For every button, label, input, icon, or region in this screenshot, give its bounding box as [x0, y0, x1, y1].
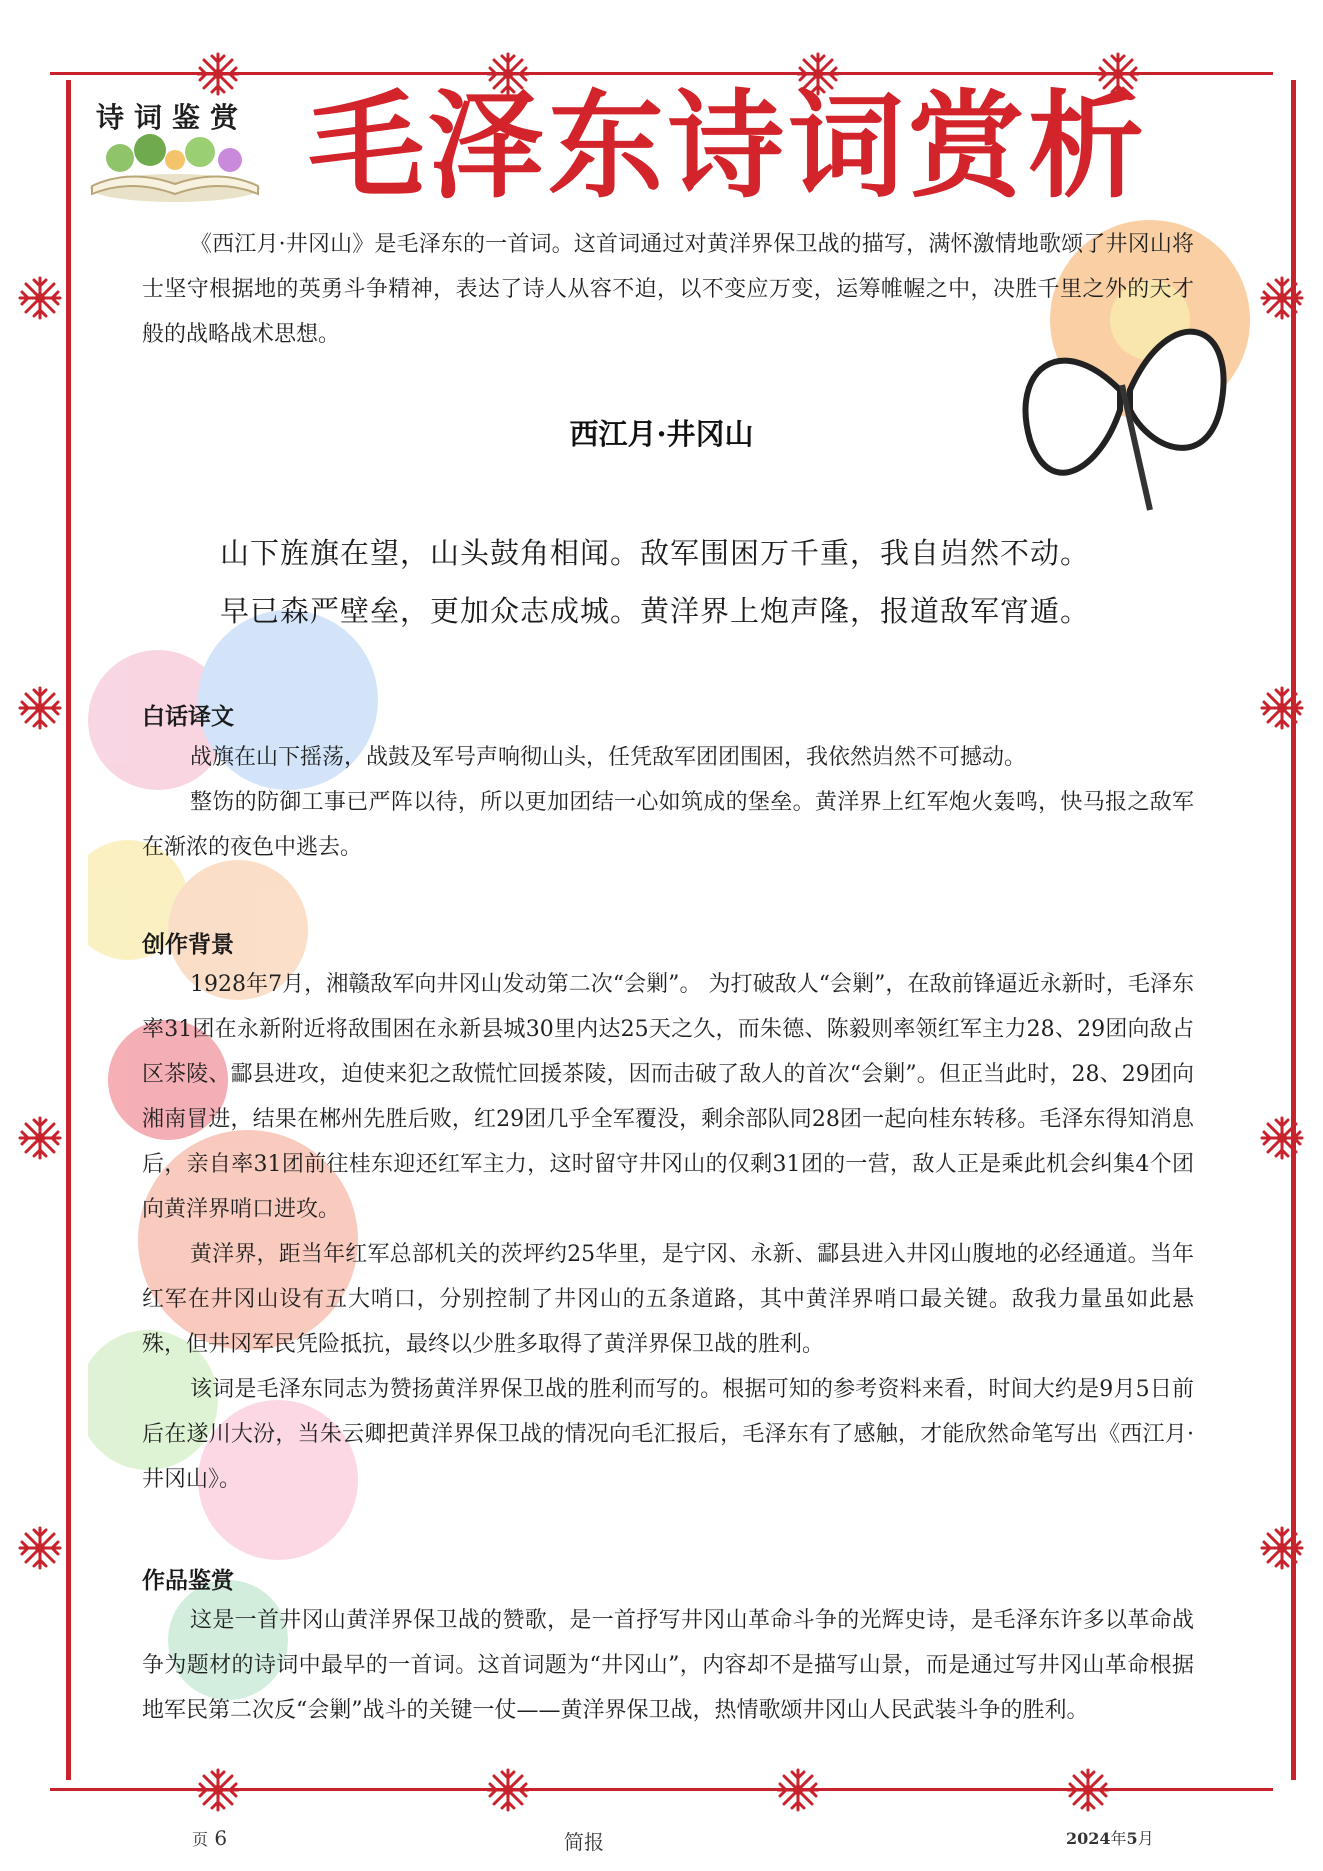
- snowflake-icon: [18, 686, 62, 730]
- frame-right-line: [1291, 80, 1296, 1780]
- appreciation-block: [142, 1598, 1194, 1733]
- snowflake-icon: [1066, 1768, 1110, 1812]
- footer-year: 2024: [1066, 1829, 1111, 1848]
- frame-left-line: [66, 80, 71, 1780]
- snowflake-icon: [196, 1768, 240, 1812]
- snowflake-icon: [776, 1768, 820, 1812]
- footer-page: [192, 1826, 227, 1850]
- snowflake-icon: [1260, 1526, 1304, 1570]
- snowflake-icon: [18, 1526, 62, 1570]
- background-paragraph: 该词是毛泽东同志为赞扬黄洋界保卫战的胜利而写的。根据可知的参考资料来看，时间大约是9月5日前后在遂川大汾，当朱云卿把黄洋界保卫战的情况向毛汇报后，毛泽东有了感触，才能欣然命笔写出《西江月·井冈山》。: [142, 1377, 1194, 1492]
- section-heading-translation: 白话译文: [142, 704, 234, 730]
- poem-line: 山下旌旗在望，山头鼓角相闻。敌军围困万千重，我自岿然不动。: [220, 536, 1091, 570]
- section-heading-appreciation: 作品鉴赏: [142, 1568, 234, 1594]
- appreciation-paragraph: 这是一首井冈山黄洋界保卫战的赞歌，是一首抒写井冈山革命斗争的光辉史诗，是毛泽东许多以革命战争为题材的诗词中最早的一首词。这首词题为“井冈山”，内容却不是描写山景，而是通过写井冈山革命根据地军民第二次反“会剿”战斗的关键一仗——黄洋界保卫战，热情歌颂井冈山人民武装斗争的胜利。: [142, 1608, 1194, 1723]
- translation-block: [142, 735, 1194, 870]
- snowflake-icon: [486, 1768, 530, 1812]
- translation-paragraph: 整饬的防御工事已严阵以待，所以更加团结一心如筑成的堡垒。黄洋界上红军炮火轰鸣，快马报之敌军在渐浓的夜色中逃去。: [142, 790, 1194, 860]
- footer-month: 5: [1126, 1829, 1138, 1848]
- snowflake-icon: [1260, 1116, 1304, 1160]
- logo-label: 诗词鉴赏: [96, 101, 249, 134]
- footer-publication: 简报: [564, 1830, 604, 1854]
- footer-page-number: 6: [214, 1826, 228, 1850]
- snowflake-icon: [18, 276, 62, 320]
- footer-month-unit: 月: [1137, 1829, 1154, 1848]
- section-heading-background: 创作背景: [142, 932, 234, 958]
- background-block: [142, 962, 1194, 1502]
- page-title: 毛泽东诗词赏析: [308, 79, 1148, 214]
- snowflake-icon: [18, 1116, 62, 1160]
- intro-block: [142, 222, 1194, 357]
- background-paragraph: 黄洋界，距当年红军总部机关的茨坪约25华里，是宁冈、永新、酃县进入井冈山腹地的必经通道。当年红军在井冈山设有五大哨口，分别控制了井冈山的五条道路，其中黄洋界哨口最关键。敌我力量虽如此悬殊，但井冈军民凭险抵抗，最终以少胜多取得了黄洋界保卫战的胜利。: [142, 1242, 1194, 1357]
- intro-paragraph: 《西江月·井冈山》是毛泽东的一首词。这首词通过对黄洋界保卫战的描写，满怀激情地歌颂了井冈山将士坚守根据地的英勇斗争精神，表达了诗人从容不迫，以不变应万变，运筹帷幄之中，决胜千里之外的天才般的战略战术思想。: [142, 232, 1194, 347]
- snowflake-icon: [1260, 686, 1304, 730]
- footer-year-unit: 年: [1110, 1829, 1127, 1848]
- footer-page-prefix: 页: [192, 1830, 209, 1849]
- footer-date: [1066, 1826, 1154, 1849]
- snowflake-icon: [1260, 276, 1304, 320]
- poem-title: 西江月·井冈山: [569, 417, 754, 451]
- poem-line: 早已森严壁垒，更加众志成城。黄洋界上炮声隆，报道敌军宵遁。: [220, 594, 1091, 628]
- translation-paragraph: 战旗在山下摇荡，战鼓及军号声响彻山头，任凭敌军团团围困，我依然岿然不可撼动。: [190, 745, 1027, 770]
- background-paragraph: 1928年7月，湘赣敌军向井冈山发动第二次“会剿”。 为打破敌人“会剿”，在敌前锋逼近永新时，毛泽东率31团在永新附近将敌围困在永新县城30里内达25天之久，而朱德、陈毅则率领红军主力28、29团向敌占区茶陵、酃县进攻，迫使来犯之敌慌忙回援茶陵，因而击破了敌人的首次“会剿”。但正当此时，28、29团向湘南冒进，结果在郴州先胜后败，红29团几乎全军覆没，剩余部队同28团一起向桂东转移。毛泽东得知消息后，亲自率31团前往桂东迎还红军主力，这时留守井冈山的仅剩31团的一营，敌人正是乘此机会纠集4个团向黄洋界哨口进攻。: [142, 972, 1194, 1222]
